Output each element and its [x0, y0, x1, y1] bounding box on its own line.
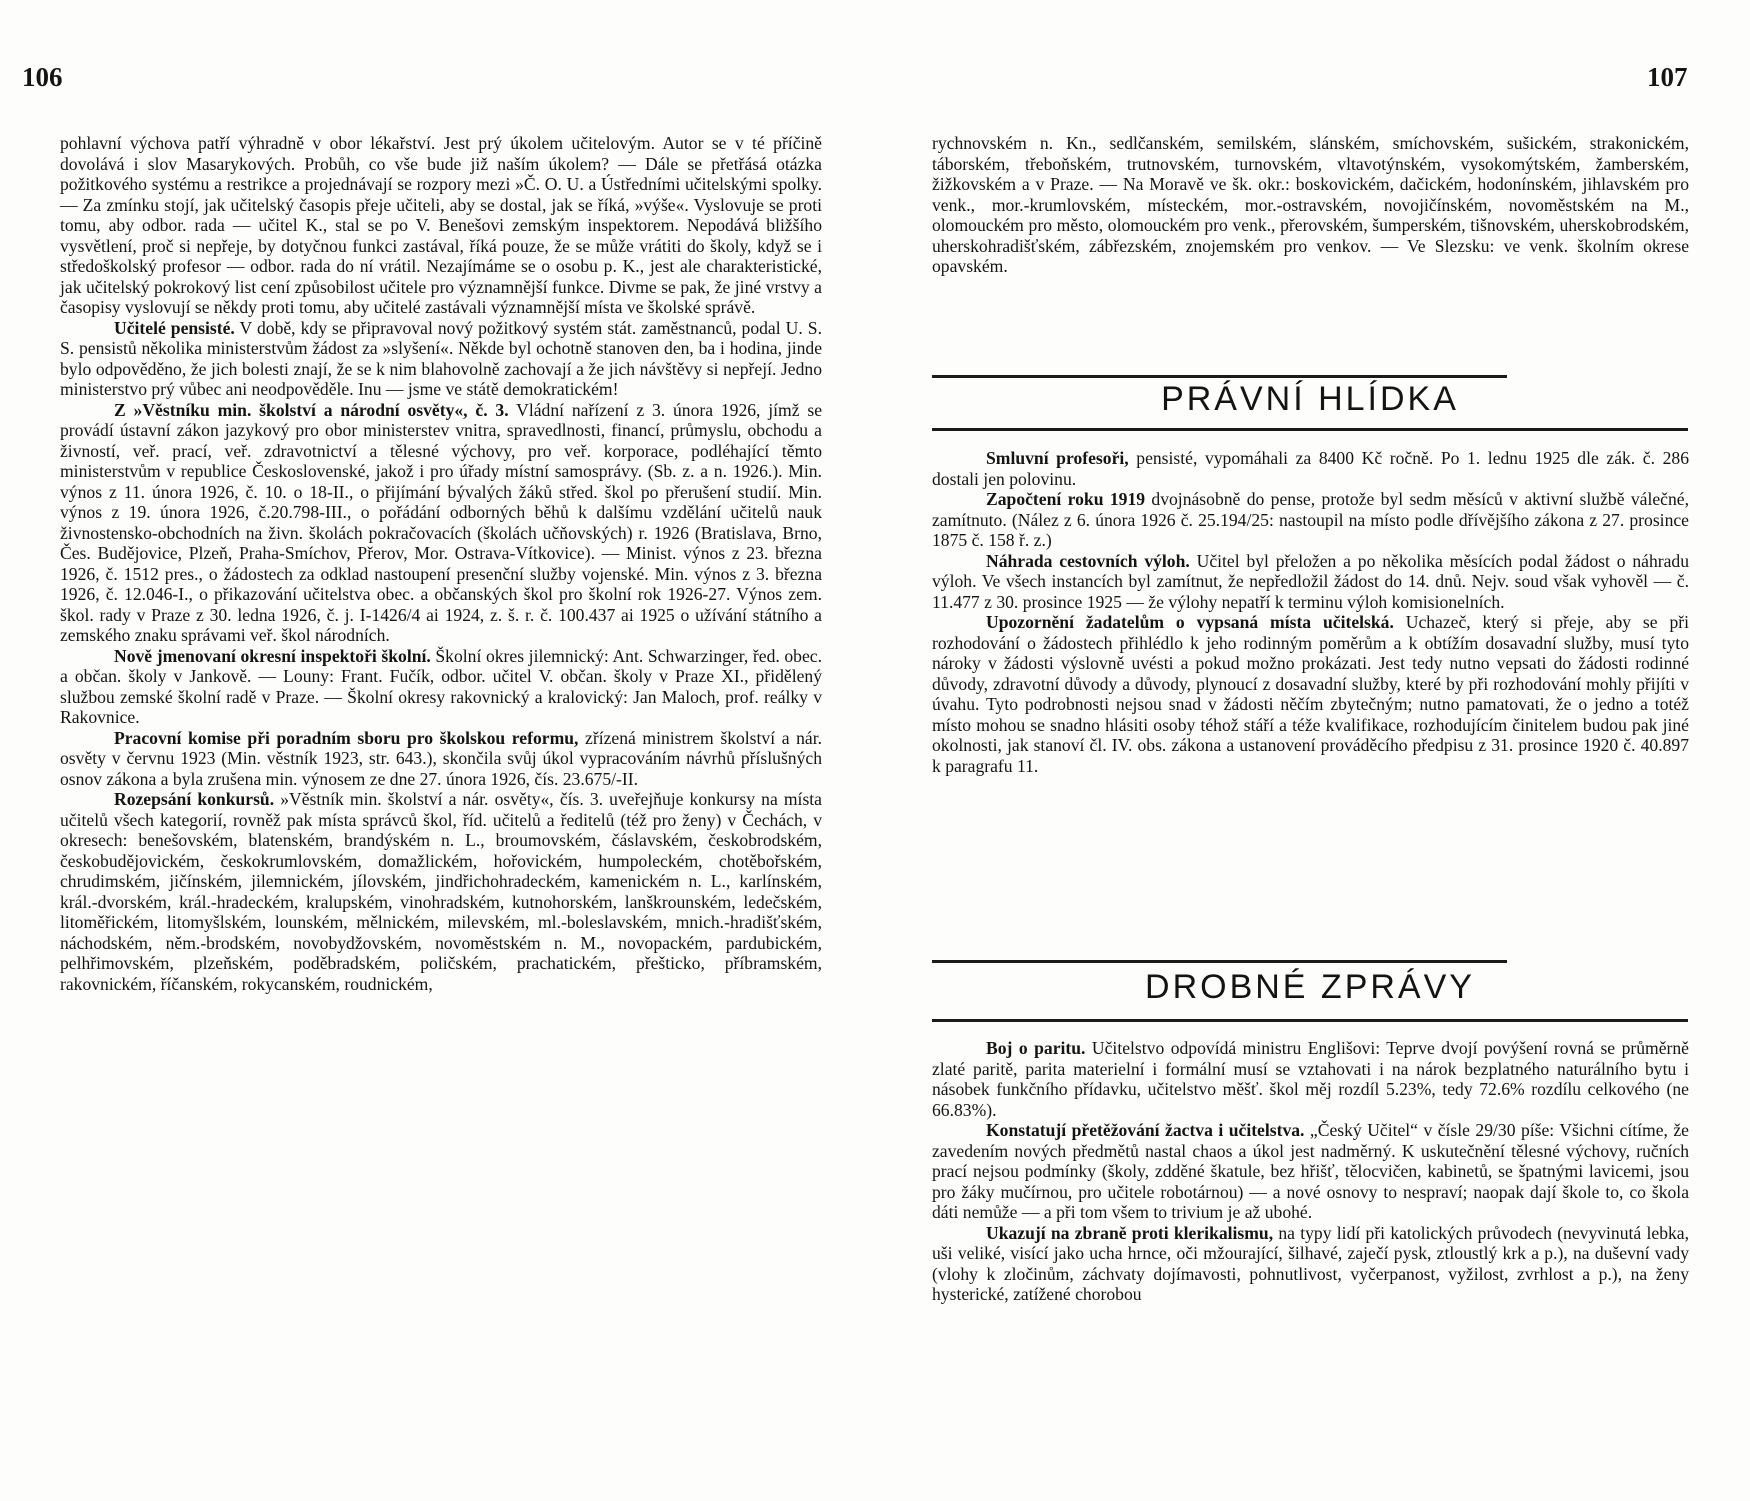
- left-column-paragraph-heading: Nově jmenovaní okresní inspektoři školní.: [114, 645, 431, 666]
- section-rule-top-1: [932, 375, 1507, 378]
- right-column-continuation: rychnovském n. Kn., sedlčanském, semilském, slánském, smíchovském, sušickém, strakonickém, táborském, třeboňském, trutnovském, turnovském, vltavotýnském, vysokomýtském, žamberském, žižkovském a v Praze. — Na Moravě ve šk. okr.: boskovickém, dačickém, hodonínském, jihlavském pro venk., mor.-krumlovském, místeckém, mor.-ostravském, novojičínském, novoměstském na M., olomouckém pro město, olomouckém pro venk., přerovském, šumperském, tišnovském, uherskobrodském, uherskohradišťském, zábřezském, znojemském pro venkov. — Ve Slezsku: ve venk. školním okrese opavském.: [932, 133, 1689, 276]
- pravni-hlidka-paragraph-text: Učitel byl přeložen a po několika měsících podal žádost o náhradu výloh. Ve všech instancích byl zamítnut, že nepředložil žádost do 14. dnů. Nejv. soud však vyhověl — č. 11.477 z 30. prosince 1925 — že výlohy nepatří k terminu výloh komisionelních.: [932, 550, 1689, 612]
- section-heading-pravni-hlidka: PRÁVNÍ HLÍDKA: [1161, 380, 1459, 418]
- page-number-right: 107: [1647, 62, 1688, 92]
- section-drobne-zpravy-body: [932, 1038, 1689, 1305]
- drobne-zpravy-paragraph-text: Učitelstvo odpovídá ministru Englišovi: Teprve dvojí povýšení rovná se průměrně zlaté paritě, parita materielní i formální musí se vztahovati i na nárok bezplatného naturálního bytu i násobek funkčního přídavku, učitelstvo měšť. škol měj rozdíl 5.23%, tedy 72.6% rozdílu celkového (ne 66.83%).: [932, 1038, 1689, 1120]
- pravni-hlidka-paragraph-text: dvojnásobně do pense, protože byl sedm měsíců v aktivní službě válečné, zamítnuto. (Nález z 6. února 1926 č. 25.194/25: nastoupil na místo podle dřívějšího zákona z 27. prosince 1875 č. 158 ř. z.): [932, 489, 1689, 550]
- left-column-paragraph-text: Vládní nařízení z 3. února 1926, jímž se provádí ústavní zákon jazykový pro obor ministerstev vnitra, spravedlnosti, financí, průmyslu, obchodu a živností, veř. prací, veř. zdravotnictví a tělesné výchovy, pro veř. korporace, podléhající těmto ministerstvům v republice Československé, jakož i pro úřady místní samosprávy. (Sb. z. a n. 1926.). Min. výnos z 11. února 1926, č. 10. o 18-II., o přijímání bývalých žáků střed. škol po přerušení studií. Min. výnos z 19. února 1926, č.20.798-III., o pořádání odborných běhů k dalšímu vzdělání učitelů nauk živnostensko-obchodních na živn. školách pokračovacích (školách učňovských) r. 1926 (Bratislava, Brno, Čes. Budějovice, Plzeň, Praha-Smíchov, Přerov, Mor. Ostrava-Vítkovice). — Minist. výnos z 23. března 1926, č. 1512 pres., o žádostech za odklad nastoupení presenční služby vojenské. Min. výnos z 3. března 1926, č. 12.046-I., o přikazování učitelstva obec. a občanských škol pro školní rok 1926-27. Výnos zem. škol. rady v Praze z 30. ledna 1926, č. j. I-1426/4 ai 1924, z. š. r. č. 100.437 ai 1925 o užívání státního a zemského znaku správami veř. škol národních.: [60, 399, 823, 645]
- left-column-paragraph-heading: Pracovní komise při poradním sboru pro školskou reformu,: [114, 727, 579, 748]
- pravni-hlidka-paragraph: [932, 551, 1689, 613]
- pravni-hlidka-paragraph-heading: Smluvní profesoři,: [986, 448, 1129, 468]
- left-column-paragraph-heading: Z »Věstníku min. školství a národní osvěty«, č. 3.: [114, 399, 509, 420]
- section-rule-bottom-2: [932, 1019, 1688, 1022]
- left-column-paragraph-heading: Rozepsání konkursů.: [114, 789, 275, 809]
- drobne-zpravy-paragraph: [932, 1120, 1689, 1223]
- left-column-paragraph-text: Školní okres jilemnický: Ant. Schwarzinger, řed. obec. a občan. školy v Jankově. — Louny: Frant. Fučík, odbor. učitel V. občan. školy v Praze XI., přidělený službou zemské školní radě v Praze. — Školní okresy rakovnický a kralovický: Jan Maloch, prof. reálky v Rakovnice.: [60, 645, 822, 727]
- left-column: [60, 133, 822, 994]
- drobne-zpravy-paragraph-heading: Boj o paritu.: [986, 1038, 1086, 1058]
- left-column-paragraph-heading: Učitelé pensisté.: [114, 317, 235, 338]
- left-column-paragraph-text: zřízená ministrem školství a nár. osvěty v červnu 1923 (Min. věstník 1923, str. 643.), skončila svůj úkol vypracováním návrhů příslušných osnov zákona a byla zrušena min. výnosem ze dne 27. února 1926, čís. 23.675/-II.: [60, 727, 822, 789]
- section-rule-bottom-1: [932, 428, 1688, 431]
- drobne-zpravy-paragraph-heading: Konstatují přetěžování žactva i učitelstva.: [986, 1120, 1305, 1140]
- left-column-paragraph: [60, 728, 822, 790]
- pravni-hlidka-paragraph-heading: Náhrada cestovních výloh.: [986, 550, 1190, 571]
- section-rule-top-2: [932, 960, 1507, 963]
- left-column-paragraph: [60, 318, 822, 400]
- right-column: [932, 133, 1689, 277]
- pravni-hlidka-paragraph: [932, 448, 1689, 489]
- page-number-left: 106: [22, 62, 63, 92]
- drobne-zpravy-paragraph-heading: Ukazují na zbraně proti klerikalismu,: [986, 1222, 1274, 1243]
- drobne-zpravy-paragraph-text: „Český Učitel“ v čísle 29/30 píše: Všichni cítíme, že zavedením nových předmětů nastal chaos a úkol jest nadměrný. K uskutečnění tělesné výchovy, ručních prací nejsou podmínky (školy, zdděné škatule, bez hřišť, tělocvičen, kabinetů, se špatnými lavicemi, jsou pro žáky mučírnou, pro učitele robotárnou) — a nové osnovy to nespraví; naopak dají škole to, co škola dáti nemůže — a při tom všem to trivium je až ubohé.: [932, 1120, 1689, 1222]
- left-column-paragraph: [60, 133, 822, 318]
- pravni-hlidka-paragraph-heading: Upozornění žadatelům o vypsaná místa učitelská.: [986, 612, 1394, 632]
- drobne-zpravy-paragraph: [932, 1038, 1689, 1120]
- pravni-hlidka-paragraph: [932, 489, 1689, 551]
- left-column-paragraph: [60, 646, 822, 728]
- section-pravni-hlidka-body: [932, 448, 1689, 776]
- left-column-paragraph-text: V době, kdy se připravoval nový požitkový systém stát. zaměstnanců, podal U. S. S. pensistů několika ministerstvům žádost za »slyšení«. Někde byl ochotně stanoven den, ba i hodina, jinde bylo odpověděno, že jich bolesti znají, že se k nim blahovolně zachovají a že jich návštěvy si nepřejí. Jedno ministerstvo prý vůbec ani neodpověděle. Inu — jsme ve státě demokratickém!: [60, 317, 822, 399]
- pravni-hlidka-paragraph: [932, 612, 1689, 776]
- pravni-hlidka-paragraph-text: pensisté, vypomáhali za 8400 Kč ročně. Po 1. lednu 1925 dle zák. č. 286 dostali jen polovinu.: [932, 448, 1689, 489]
- drobne-zpravy-paragraph: [932, 1223, 1689, 1305]
- drobne-zpravy-paragraph-text: na typy lidí při katolických průvodech (nevyvinutá lebka, uši veliké, visící jako ucha hrnce, oči mžourající, šilhavé, zaječí pysk, ztloustlý krk a p.), na duševní vady (vlohy k zločinům, záchvaty dojímavosti, pohnutlivost, vyčerpanost, vyžilost, zvrhlost a p.), na ženy hysterické, zatížené chorobou: [932, 1222, 1689, 1304]
- left-column-paragraph-text: »Věstník min. školství a nár. osvěty«, čís. 3. uveřejňuje konkursy na místa učitelů všech kategorií, rovněž pak místa správců škol, říd. učitelů a ředitelů (též pro ženy) v Čechách, v okresech: benešovském, blatenském, brandýském n. L., broumovském, čáslavském, českobrodském, českobudějovickém, českokrumlovském, domažlickém, hořovickém, humpoleckém, chotěbořském, chrudimském, jičínském, jilemnickém, jílovském, jindřichohradeckém, kamenickém n. L., karlínském, král.-dvorském, král.-hradeckém, kralupském, vinohradském, kutnohorském, lanškrounském, ledečském, litoměřickém, litomyšlském, lounském, mělnickém, milevském, ml.-boleslavském, mnich.-hradišťském, náchodském, něm.-brodském, novobydžovském, novoměstském n. M., novopackém, pardubickém, pelhřimovském, plzeňském, poděbradském, poličském, prachatickém, přešticko, příbramském, rakovnickém, říčanském, rokycanském, roudnickém,: [60, 789, 822, 994]
- left-column-paragraph: [60, 400, 822, 646]
- pravni-hlidka-paragraph-text: Uchazeč, který si přeje, aby se při rozhodování o žádostech přihlédlo k jeho rodinným poměrům a k obtížím dosavadní služby, musí tyto nároky v žádosti výslovně uvésti a pokud možno prokázati. Jest tedy nutno vepsati do žádosti rodinné důvody, zdravotní důvody a důvody, plynoucí z dosavadní služby, které by při rozhodování mohly přijíti v úvahu. Tyto podrobnosti nejsou snad v žádosti něčím zbytečným; nutno pamatovati, že o jedno a totéž místo mohou se snadno hlásiti osoby téhož stáří a téže kvalifikace, rozhodujícím činitelem budou pak jiné okolnosti, jak stanoví čl. IV. obs. zákona a ustanovení prováděcího předpisu z 31. prosince 1920 č. 40.897 k paragrafu 11.: [932, 612, 1689, 776]
- left-column-paragraph-text: pohlavní výchova patří výhradně v obor lékařství. Jest prý úkolem učitelovým. Autor se v té příčině dovolává i slov Masarykových. Probůh, co vše bude již naším úkolem? — Dále se přetřásá otázka požitkového systému a restrikce a projednávají se rozpory mezi »Č. O. U. a Ústředními učitelskými spolky. — Za zmínku stojí, jak učitelský časopis přeje učiteli, aby se dostal, jak se říká, »výše«. Vyslovuje se proti tomu, aby odbor. rada — učitel K., stal se po V. Benešovi zemským inspektorem. Nepodává bližšího vysvětlení, proč si nepřeje, by dotyčnou funkci zastával, říká pouze, že se může vrátiti do školy, když se i středoškolský profesor — odbor. rada do ní vrátil. Nezajímáme se o osobu p. K., jest ale charakteristické, jak učitelský pokrokový list cení způsobilost učitele pro významnější funkce. Divme se pak, že jiné vrstvy a časopisy vyslovují se někdy proti tomu, aby učitelé zastávali významnější místa ve školské správě.: [60, 133, 822, 317]
- section-heading-drobne-zpravy: DROBNÉ ZPRÁVY: [1145, 968, 1475, 1006]
- pravni-hlidka-paragraph-heading: Započtení roku 1919: [986, 489, 1146, 509]
- left-column-paragraph: [60, 789, 822, 994]
